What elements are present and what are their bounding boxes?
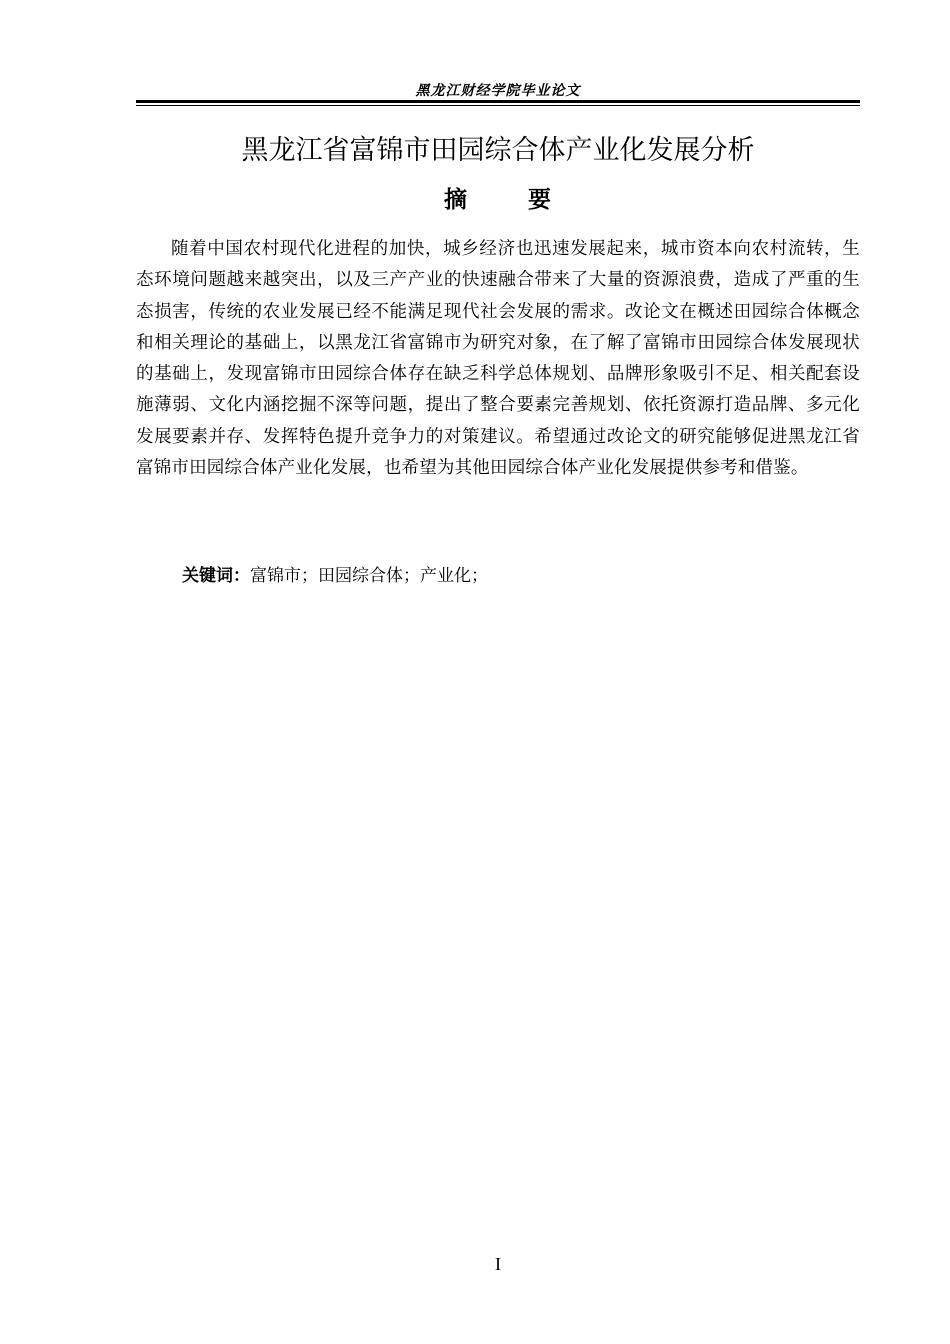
header-rule-thick <box>136 100 860 103</box>
header-text: 黑龙江财经学院毕业论文 <box>415 83 581 99</box>
abstract-heading-part2: 要 <box>528 187 552 213</box>
header-rule-thin <box>136 105 860 106</box>
keywords-line <box>182 562 488 590</box>
document-title: 黑龙江省富锦市田园综合体产业化发展分析 <box>241 135 755 166</box>
abstract-heading <box>136 184 860 216</box>
keywords-label: 关键词： <box>182 566 250 586</box>
keywords-value: 富锦市；田园综合体；产业化； <box>250 566 488 586</box>
abstract-body: 随着中国农村现代化进程的加快，城乡经济也迅速发展起来，城市资本向农村流转，生态环境问题越来越突出，以及三产产业的快速融合带来了大量的资源浪费，造成了严重的生态损害，传统的农业发展已经不能满足现代社会发展的需求。改论文在概述田园综合体概念和相关理论的基础上，以黑龙江省富锦市为研究对象，在了解了富锦市田园综合体发展现状的基础上，发现富锦市田园综合体存在缺乏科学总体规划、品牌形象吸引不足、相关配套设施薄弱、文化内涵挖掘不深等问题，提出了整合要素完善规划、依托资源打造品牌、多元化发展要素并存、发挥特色提升竞争力的对策建议。希望通过改论文的研究能够促进黑龙江省富锦市田园综合体产业化发展，也希望为其他田园综合体产业化发展提供参考和借鉴。 <box>136 239 860 479</box>
page-number: I <box>495 1254 501 1274</box>
abstract-heading-part1: 摘 <box>444 187 468 213</box>
page-header <box>136 78 860 104</box>
